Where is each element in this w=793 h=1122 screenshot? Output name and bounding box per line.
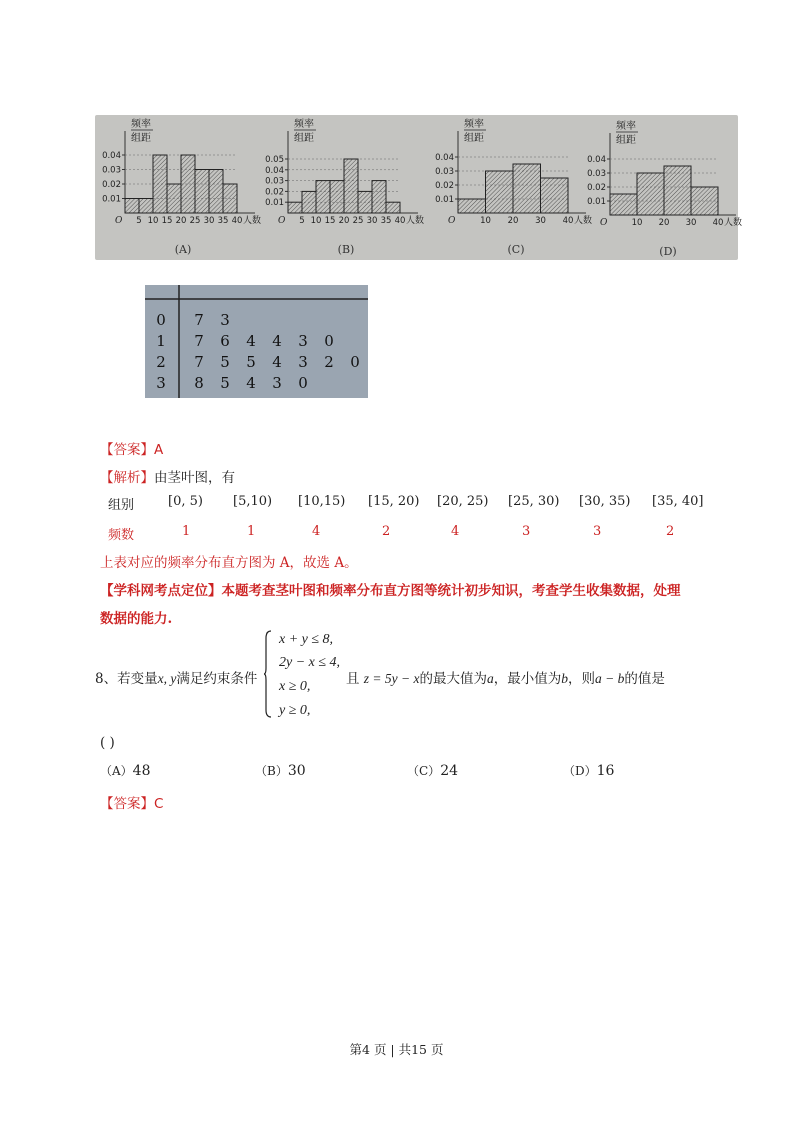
x-tick-label: 30	[366, 216, 378, 226]
leaf-digit: 0	[350, 353, 360, 371]
y-tick-label: 0.04	[435, 153, 454, 163]
histogram-bar	[386, 202, 400, 213]
histogram-bar	[167, 184, 181, 213]
stem-digit: 1	[156, 332, 166, 350]
histogram-bar	[288, 202, 302, 213]
histogram-bar	[486, 171, 514, 213]
y-tick-label: 0.03	[102, 165, 121, 176]
x-tick-label: 30	[203, 216, 215, 226]
histogram-bar	[302, 191, 316, 213]
x-tick-label: 40	[562, 216, 574, 226]
histogram-bar	[610, 194, 637, 215]
y-tick-label: 0.05	[265, 155, 284, 165]
left-brace-icon	[264, 630, 272, 718]
leaf-digit: 8	[194, 374, 204, 392]
stem-digit: 0	[156, 311, 166, 329]
analysis-tag: 【解析】	[100, 470, 154, 486]
table-count-cell: 4	[451, 524, 460, 539]
stem-digit: 3	[156, 374, 166, 392]
histogram-bar	[195, 170, 209, 214]
x-tick-label: 30	[535, 216, 546, 226]
constraint-3: x ≥ 0,	[279, 679, 311, 694]
table-group-cell: [5,10)	[233, 494, 273, 509]
x-tick-label: 20	[658, 218, 670, 228]
leaf-digit: 5	[246, 353, 256, 371]
table-group-cell: [0, 5)	[168, 494, 203, 509]
x-tick-label: 40	[231, 216, 243, 226]
q8-a: a	[487, 671, 494, 686]
conclusion-7: 上表对应的频率分布直方图为 A，故选 A。	[100, 555, 358, 571]
table-count-cell: 4	[312, 524, 321, 539]
kaodian-tag: 【学科网考点定位】	[100, 583, 222, 599]
choice-a[interactable]	[100, 762, 151, 779]
choice-a-value: 48	[132, 763, 151, 779]
histogram-bar	[344, 159, 358, 213]
table-count-cell: 2	[666, 524, 675, 539]
panel-label: (D)	[659, 245, 677, 258]
stem-leaf-plot-image	[145, 285, 368, 398]
y-axis-title: 频率	[294, 119, 314, 130]
y-tick-label: 0.04	[102, 151, 121, 161]
choice-c[interactable]	[407, 762, 458, 779]
kaodian-7-line2: 数据的能力.	[100, 611, 173, 627]
leaf-digit: 0	[298, 374, 308, 392]
leaf-digit: 7	[194, 311, 204, 329]
kaodian-text-1: 本题考查茎叶图和频率分布直方图等统计初步知识，考查学生收集数据，处理	[221, 583, 681, 599]
choice-b[interactable]	[255, 762, 306, 779]
table-group-cell: [35, 40]	[652, 494, 704, 509]
x-tick-label: 15	[324, 216, 336, 226]
leaf-digit: 3	[272, 374, 282, 392]
histogram-bar	[181, 155, 195, 213]
leaf-digit: 5	[220, 374, 230, 392]
y-tick-label: 0.03	[265, 176, 284, 187]
histogram-bar	[223, 184, 237, 213]
histogram-bar	[316, 181, 330, 213]
y-tick-label: 0.01	[102, 194, 121, 205]
x-tick-label: 10	[310, 216, 322, 226]
y-axis-title-denominator: 组距	[294, 133, 314, 144]
leaf-digit: 2	[324, 353, 334, 371]
table-count-cell: 3	[522, 524, 531, 539]
q8-after-e: 的值是	[624, 671, 665, 687]
leaf-digit: 4	[246, 374, 256, 392]
y-axis-title-denominator: 组距	[464, 133, 484, 144]
y-tick-label: 0.02	[265, 187, 284, 198]
q8-after-b: 的最大值为	[419, 671, 488, 687]
leaf-digit: 6	[220, 332, 230, 350]
y-tick-label: 0.02	[102, 180, 121, 190]
table-group-cell: [30, 35)	[579, 494, 631, 509]
histogram-bar	[637, 173, 664, 215]
origin-label: O	[600, 218, 608, 228]
y-tick-label: 0.01	[435, 195, 454, 205]
leaf-digit: 5	[220, 353, 230, 371]
x-axis-unit: 人数	[574, 216, 593, 226]
x-tick-label: 10	[147, 216, 159, 226]
constraint-2: 2y − x ≤ 4,	[279, 655, 341, 670]
q8-paren: ( )	[100, 735, 115, 751]
choice-d-key: （D）	[563, 764, 597, 778]
stem-leaf-svg	[145, 285, 368, 398]
q8-expr: z = 5y − x	[363, 671, 420, 686]
answer-8-tag: 【答案】	[100, 796, 154, 812]
q8-b: b	[561, 671, 569, 686]
answer-8-value: C	[154, 796, 164, 812]
histogram-bar	[541, 178, 569, 213]
panel-label: (C)	[507, 243, 525, 256]
panel-label: (A)	[174, 243, 192, 256]
q8-after-a: 且	[346, 671, 360, 687]
histogram-bar	[330, 181, 344, 213]
choice-b-key: （B）	[255, 764, 288, 778]
q8-cond: 满足约束条件	[176, 671, 258, 687]
x-tick-label: 25	[352, 216, 364, 226]
histogram-bar	[458, 199, 486, 213]
q8-lead-text: 8、若变量	[95, 671, 158, 687]
x-tick-label: 10	[480, 216, 491, 226]
q8-after-d: ，则	[568, 671, 596, 687]
q8-ab: a − b	[595, 671, 625, 686]
y-tick-label: 0.04	[265, 165, 284, 176]
constraint-1: x + y ≤ 8,	[279, 632, 334, 647]
x-tick-label: 35	[380, 216, 392, 226]
answer-tag: 【答案】	[100, 442, 154, 458]
histogram-bar	[209, 170, 223, 214]
y-axis-title-denominator: 组距	[131, 133, 151, 144]
q8-vars: x, y	[157, 671, 177, 686]
y-axis-title-denominator: 组距	[616, 135, 636, 146]
x-tick-label: 15	[161, 216, 173, 226]
choice-c-value: 24	[440, 763, 459, 779]
q8-tail	[346, 667, 665, 687]
q8-lead	[95, 667, 257, 687]
y-tick-label: 0.03	[587, 169, 606, 179]
x-tick-label: 30	[685, 218, 697, 228]
y-axis-title: 频率	[464, 119, 484, 130]
histogram-bar	[153, 155, 167, 213]
x-tick-label: 35	[217, 216, 229, 226]
origin-label: O	[278, 216, 286, 226]
kaodian-7-line1	[100, 579, 720, 599]
y-tick-label: 0.02	[587, 183, 606, 193]
histogram-bar	[664, 166, 691, 215]
table-group-cell: [15, 20)	[368, 494, 420, 509]
x-axis-unit: 人数	[243, 216, 262, 226]
histogram-options-image	[95, 115, 743, 260]
y-tick-label: 0.02	[435, 181, 454, 191]
x-tick-label: 20	[175, 216, 187, 226]
x-tick-label: 10	[631, 218, 643, 228]
y-tick-label: 0.03	[435, 167, 454, 177]
y-axis-title: 频率	[131, 119, 151, 130]
page-footer: 第4 页 | 共15 页	[349, 1042, 444, 1057]
table-count-cell: 1	[182, 524, 191, 539]
leaf-digit: 3	[298, 332, 308, 350]
table-count-cell: 2	[382, 524, 391, 539]
histogram-bar	[691, 187, 718, 215]
histogram-bar	[372, 181, 386, 213]
answer-8-line	[100, 792, 163, 812]
leaf-digit: 3	[220, 311, 230, 329]
x-tick-label: 5	[299, 216, 305, 226]
y-tick-label: 0.01	[265, 198, 284, 209]
x-tick-label: 20	[338, 216, 350, 226]
y-tick-label: 0.04	[587, 155, 606, 165]
choice-d-value: 16	[596, 763, 615, 779]
table-group-cell: [20, 25)	[437, 494, 489, 509]
y-tick-label: 0.01	[587, 197, 606, 207]
y-axis-title: 频率	[616, 121, 636, 132]
x-tick-label: 25	[189, 216, 201, 226]
table-group-cell: [25, 30)	[508, 494, 560, 509]
leaf-digit: 7	[194, 332, 204, 350]
leaf-digit: 0	[324, 332, 334, 350]
origin-label: O	[448, 216, 456, 226]
x-tick-label: 40	[394, 216, 406, 226]
choice-a-key: （A）	[100, 764, 133, 778]
choice-d[interactable]	[563, 762, 614, 779]
answer-7-line	[100, 438, 163, 458]
constraint-4: y ≥ 0,	[279, 703, 311, 718]
table-count-cell: 1	[247, 524, 256, 539]
analysis-7-line	[100, 466, 235, 486]
leaf-digit: 3	[298, 353, 308, 371]
stem-digit: 2	[156, 353, 166, 371]
table-row-label-count: 频数	[108, 528, 135, 543]
leaf-digit: 4	[246, 332, 256, 350]
x-axis-unit: 人数	[724, 218, 743, 228]
histogram-bar	[125, 199, 139, 214]
table-count-cell: 3	[593, 524, 602, 539]
leaf-digit: 7	[194, 353, 204, 371]
panel-label: (B)	[337, 243, 355, 256]
analysis-text: 由茎叶图，有	[154, 470, 235, 486]
x-tick-label: 40	[712, 218, 724, 228]
leaf-digit: 4	[272, 332, 282, 350]
choice-c-key: （C）	[407, 764, 441, 778]
histogram-bar	[513, 164, 541, 213]
histogram-svg	[95, 115, 743, 260]
x-axis-unit: 人数	[406, 216, 425, 226]
x-tick-label: 5	[136, 216, 142, 226]
origin-label: O	[115, 216, 123, 226]
table-group-cell: [10,15)	[298, 494, 346, 509]
table-row-label-group: 组别	[108, 498, 135, 513]
answer-value: A	[154, 442, 164, 458]
histogram-bar	[358, 191, 372, 213]
q8-after-c: ，最小值为	[493, 671, 562, 687]
choice-b-value: 30	[287, 763, 306, 779]
leaf-digit: 4	[272, 353, 282, 371]
histogram-bar	[139, 199, 153, 214]
x-tick-label: 20	[507, 216, 519, 226]
